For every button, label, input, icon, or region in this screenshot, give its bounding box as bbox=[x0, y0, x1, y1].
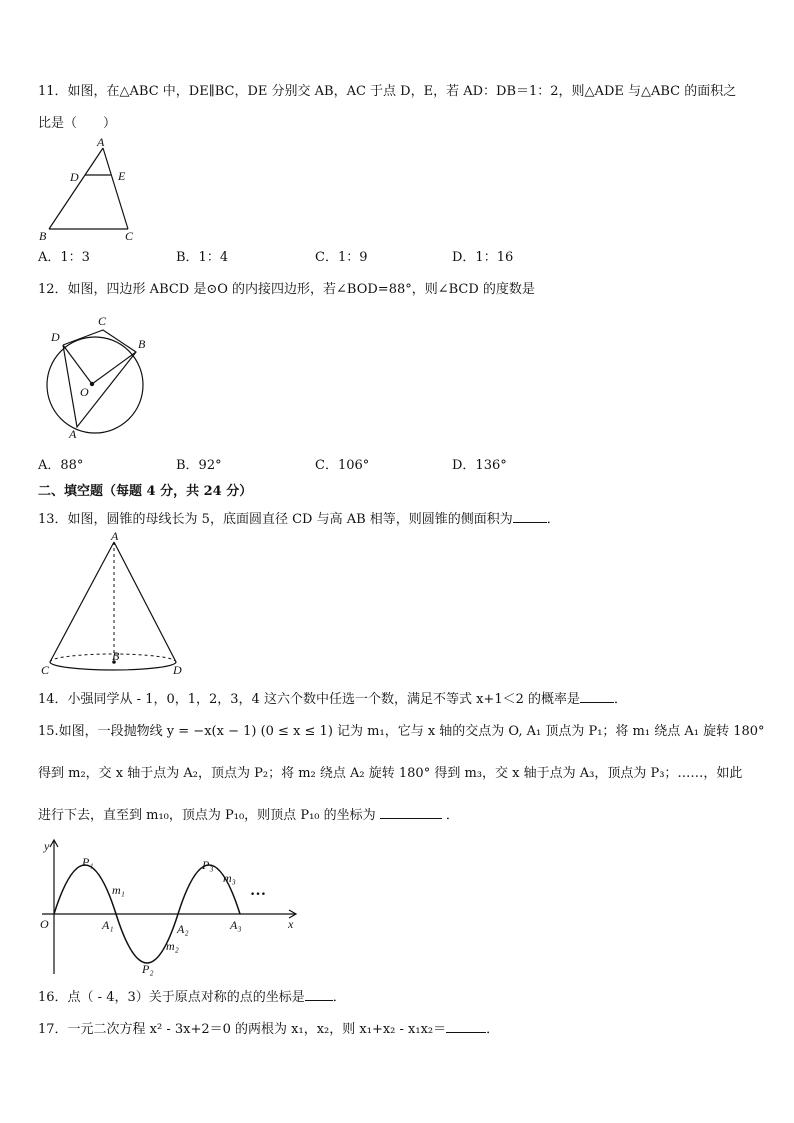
q11-option-b: B．1：4 bbox=[176, 250, 229, 265]
q15-label-m2: m₂ bbox=[166, 939, 179, 953]
q14-period: ． bbox=[614, 692, 628, 707]
q13-period: ． bbox=[546, 512, 560, 527]
q15-line1: 15.如图，一段抛物线 y = −x(x − 1) (0 ≤ x ≤ 1) 记为 m₁，它与 x 轴的交点为 O, A₁ 顶点为 P₁；将 m₁ 绕点 A₁ 旋转 180° bbox=[38, 724, 765, 739]
q15-label-a1: A₁ bbox=[102, 918, 114, 932]
q12-option-c: C．106° bbox=[315, 458, 370, 473]
q14-question bbox=[38, 690, 627, 708]
q15-label-o: O bbox=[40, 917, 49, 931]
q15-answer-blank bbox=[380, 806, 442, 819]
q12-radius-od bbox=[63, 345, 92, 384]
q11-side-ac bbox=[103, 148, 128, 229]
q12-option-b: B．92° bbox=[176, 458, 222, 473]
q15-label-y: y bbox=[44, 839, 50, 853]
q12-question: 12．如图，四边形 ABCD 是⊙O 的内接四边形，若∠BOD=88°，则∠BCD 的度数是 bbox=[38, 282, 535, 297]
q16-question bbox=[38, 988, 346, 1006]
q12-option-a: A．88° bbox=[38, 458, 84, 473]
q13-slant-left bbox=[50, 542, 114, 662]
q12-label-b: B bbox=[138, 337, 146, 351]
q15-line3 bbox=[38, 806, 459, 824]
q14-text: 14．小强同学从 - 1，0，1，2，3，4 这六个数中任选一个数，满足不等式 x+1＜2 的概率是 bbox=[38, 692, 580, 707]
q12-label-c: C bbox=[98, 314, 107, 328]
q12-option-d: D．136° bbox=[452, 458, 507, 473]
q11-side-ab bbox=[49, 148, 103, 229]
section-two-header: 二、填空题（每题 4 分，共 24 分） bbox=[38, 484, 253, 499]
q13-label-c: C bbox=[41, 663, 50, 677]
q15-label-m3: m₃ bbox=[223, 871, 236, 885]
q11-line1: 11．如图，在△ABC 中，DE∥BC，DE 分别交 AB，AC 于点 D，E，若 AD：DB＝1：2，则△ADE 与△ABC 的面积之 bbox=[38, 84, 737, 99]
q17-question bbox=[38, 1020, 499, 1038]
q13-question bbox=[38, 510, 560, 528]
q11-label-b: B bbox=[39, 229, 47, 243]
q11-label-c: C bbox=[125, 229, 134, 243]
q12-circle-figure bbox=[40, 312, 150, 442]
q15-label-a3: A₃ bbox=[230, 918, 242, 932]
q15-label-x: x bbox=[288, 917, 294, 931]
q11-label-d: D bbox=[70, 170, 79, 184]
q15-label-p3: P₃ bbox=[202, 858, 214, 872]
q15-label-p2: P₂ bbox=[142, 962, 154, 976]
q11-option-c: C．1：9 bbox=[315, 250, 368, 265]
q16-text: 16．点（ - 4，3）关于原点对称的点的坐标是 bbox=[38, 990, 305, 1005]
q11-triangle-figure bbox=[36, 136, 146, 246]
q13-answer-blank bbox=[513, 510, 547, 523]
q15-period: ． bbox=[445, 808, 459, 823]
q13-label-d: D bbox=[173, 663, 182, 677]
q15-label-p1: P₁ bbox=[82, 855, 94, 869]
q14-answer-blank bbox=[580, 690, 614, 703]
q11-option-a: A．1：3 bbox=[38, 250, 90, 265]
q15-label-ellipsis: … bbox=[250, 882, 266, 899]
q12-label-a: A bbox=[69, 427, 77, 441]
q13-slant-right bbox=[114, 542, 176, 662]
q17-answer-blank bbox=[446, 1020, 486, 1033]
q11-option-d: D．1：16 bbox=[452, 250, 514, 265]
q13-text: 13．如图，圆锥的母线长为 5，底面圆直径 CD 与高 AB 相等，则圆锥的侧面积为 bbox=[38, 512, 513, 527]
q15-label-m1: m₁ bbox=[112, 883, 125, 897]
q12-label-o: O bbox=[80, 385, 89, 399]
q12-label-d: D bbox=[51, 330, 60, 344]
q11-label-e: E bbox=[118, 169, 126, 183]
q17-text: 17．一元二次方程 x² - 3x+2＝0 的两根为 x₁，x₂，则 x₁+x₂ - x₁x₂＝ bbox=[38, 1022, 447, 1037]
q12-center-dot bbox=[90, 382, 94, 386]
q15-curve-m1 bbox=[54, 865, 116, 914]
q11-label-a: A bbox=[97, 136, 105, 149]
q17-period: ． bbox=[486, 1022, 500, 1037]
q15-line2: 得到 m₂，交 x 轴于点为 A₂，顶点为 P₂；将 m₂ 绕点 A₂ 旋转 180° 得到 m₃，交 x 轴于点为 A₃，顶点为 P₃；……，如此 bbox=[38, 766, 743, 781]
q15-parabola-figure bbox=[34, 836, 304, 981]
q13-label-a: A bbox=[111, 529, 119, 543]
q13-label-b: B bbox=[112, 649, 120, 663]
q15-label-a2: A₂ bbox=[177, 922, 189, 936]
q16-period: ． bbox=[332, 990, 346, 1005]
q15-text: 进行下去，直至到 m₁₀，顶点为 P₁₀，则顶点 P₁₀ 的坐标为 bbox=[38, 808, 376, 823]
q13-cone-figure bbox=[36, 528, 196, 678]
q11-line2: 比是（ ） bbox=[38, 116, 117, 131]
q12-circle bbox=[47, 337, 143, 433]
q16-answer-blank bbox=[305, 988, 333, 1001]
